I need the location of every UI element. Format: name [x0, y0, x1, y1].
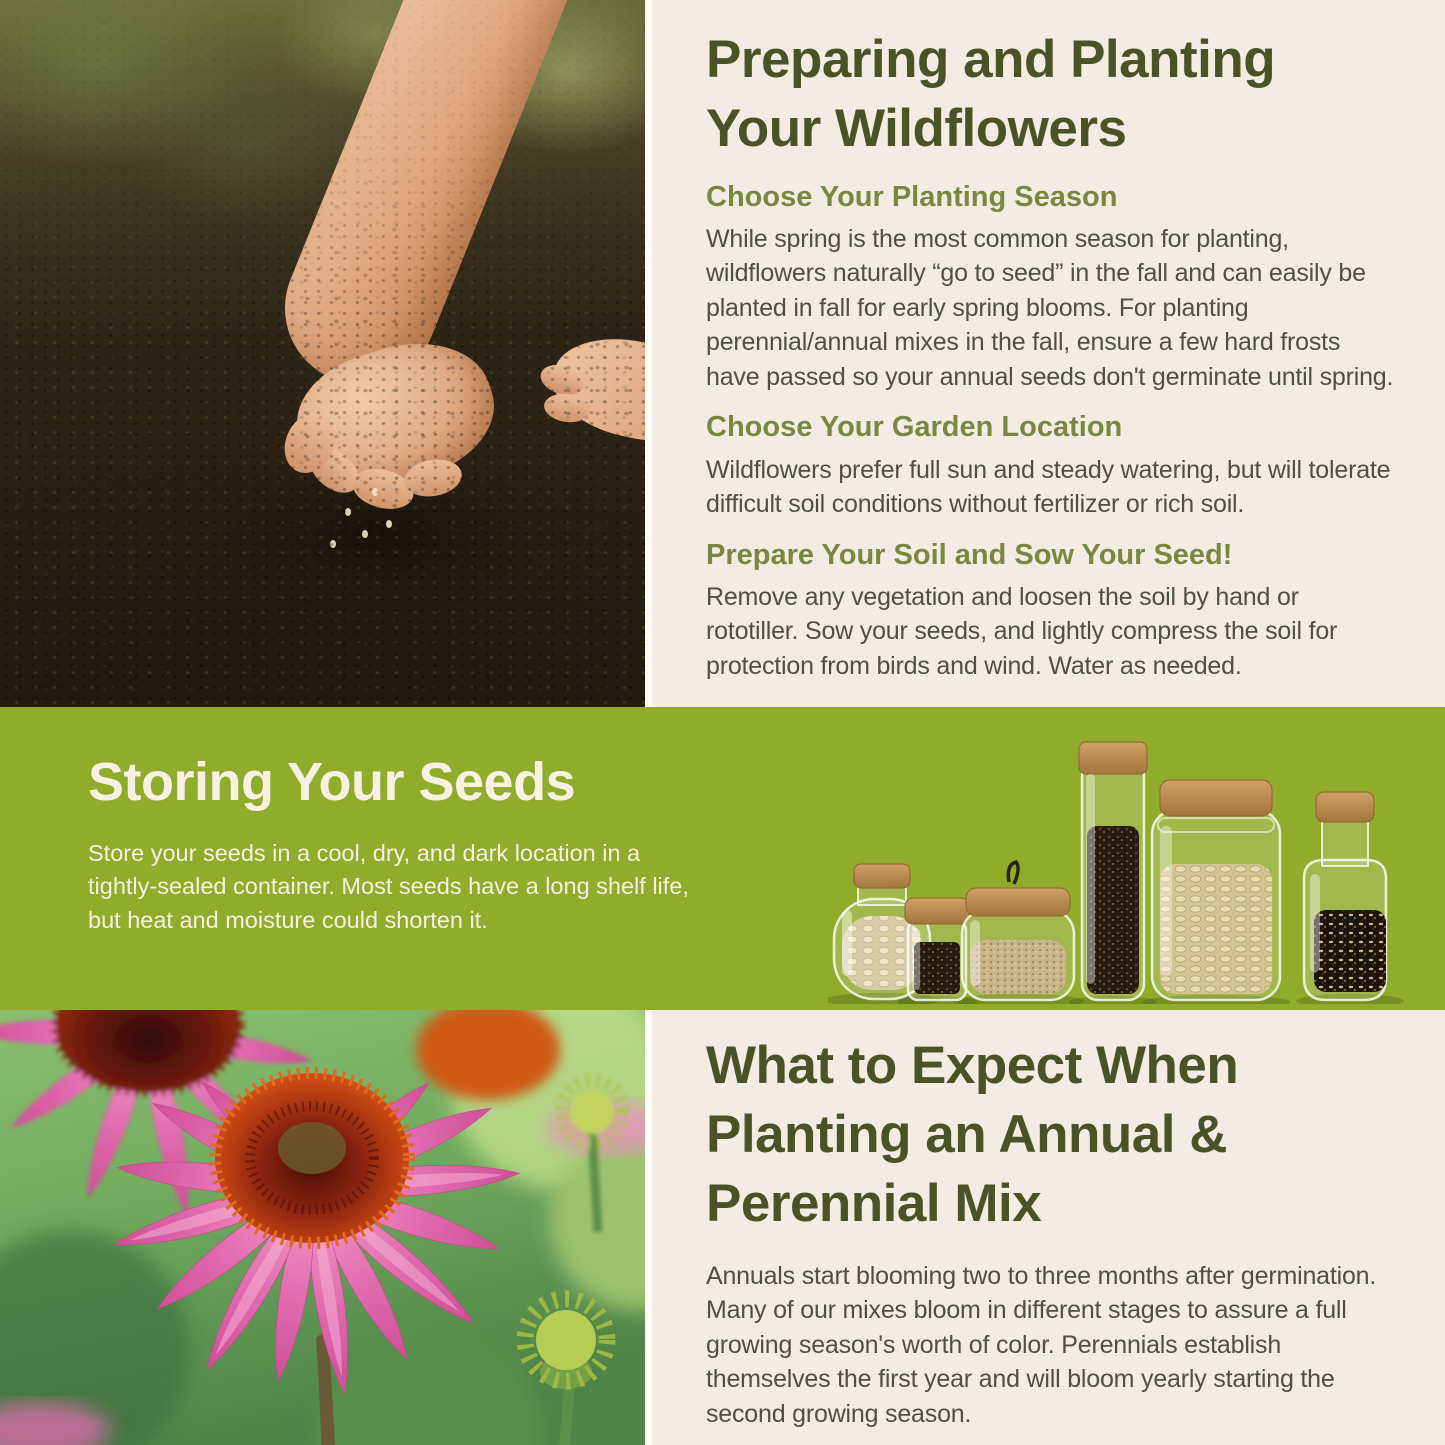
section-body-prepare-soil: Remove any vegetation and loosen the soil by hand or rototiller. Sow your seeds, and lightly compress the soil for protection from birds and wind. Water as needed.: [706, 582, 1338, 680]
panel-divider: [645, 1010, 652, 1445]
sowing-seeds-photo: [0, 0, 645, 707]
jar-dark-small: [905, 898, 969, 1000]
jar-sand: [962, 862, 1074, 1000]
expectations-body: Annuals start blooming two to three months after germination. Many of our mixes bloom in different stages to assure a full growing season's worth of color. Perennials establish themselves the first year and will bloom yearly starting the second growing season.: [706, 1261, 1377, 1428]
jar-pumpkin: [1152, 780, 1280, 1000]
seed-dot: [345, 508, 351, 516]
jar-bottle: [1304, 792, 1386, 1000]
flower-cone: [215, 1073, 409, 1243]
coneflower-photo: [0, 1010, 645, 1445]
storing-seeds-text: [88, 751, 728, 937]
section-body-planting-season: While spring is the most common season for planting, wildflowers naturally “go to seed” in the fall and can easily be planted in fall for early spring blooms. For planting perennial/annual mixes in the fall, ensure a few hard frosts have passed so your annual seeds don't germinate until spring.: [706, 224, 1394, 391]
finger-shape: [537, 360, 587, 400]
jar-tall: [1079, 742, 1147, 1000]
section-body-garden-location: Wildflowers prefer full sun and steady watering, but will tolerate difficult soil conditions without fertilizer or rich soil.: [706, 455, 1391, 519]
soil-shadow: [230, 470, 530, 600]
seed-dot: [386, 520, 392, 528]
panel-divider: [645, 0, 652, 707]
seed-dot: [372, 488, 378, 496]
lid-string: [1008, 862, 1018, 884]
planting-guide-panel: [652, 0, 1445, 707]
thumb-shape: [275, 405, 344, 481]
band-body: Store your seeds in a cool, dry, and dark location in a tightly-sealed container. Most seeds have a long shelf life, but heat and moisture could shorten it.: [88, 840, 689, 933]
hand-shape: [282, 321, 510, 509]
seed-dot: [362, 530, 368, 538]
finger-shape: [401, 455, 464, 501]
seed-jars-image: [828, 714, 1445, 1004]
section-heading-garden-location: Choose Your Garden Location: [706, 411, 1123, 444]
expectations-panel: [652, 1010, 1445, 1445]
page-title: Preparing and Planting Your Wildflowers: [706, 30, 1276, 158]
section-heading-prepare-soil: Prepare Your Soil and Sow Your Seed!: [706, 538, 1233, 571]
seed-dot: [330, 540, 336, 548]
expectations-title: What to Expect When Planting an Annual & Perennial Mix: [706, 1036, 1239, 1233]
second-hand-shape: [544, 325, 645, 454]
finger-shape: [348, 463, 417, 515]
finger-shape: [542, 391, 591, 425]
finger-shape: [301, 438, 367, 502]
band-title: Storing Your Seeds: [88, 752, 576, 812]
section-heading-planting-season: Choose Your Planting Season: [706, 180, 1118, 213]
arm-shape: [262, 0, 616, 407]
